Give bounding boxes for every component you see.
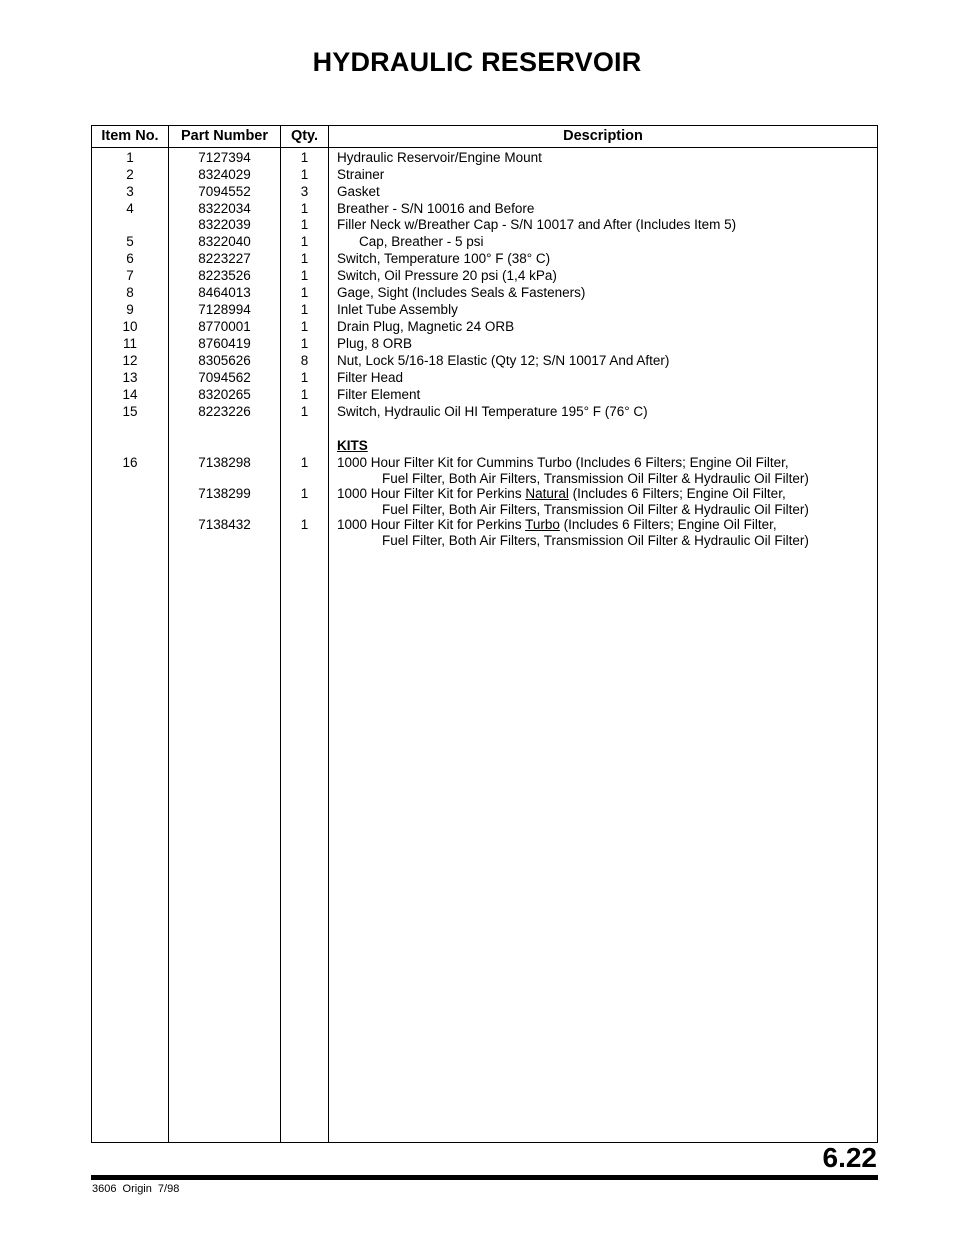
part-number: 8324029 <box>198 167 251 182</box>
item-no: 9 <box>126 302 134 317</box>
quantity: 1 <box>300 486 309 501</box>
header-divider <box>92 147 877 148</box>
table-row <box>92 166 877 183</box>
footer-text: 3606 Origin 7/98 <box>92 1183 180 1195</box>
item-no: 10 <box>122 319 138 334</box>
description: Strainer <box>337 167 385 182</box>
part-number: 7094562 <box>198 370 251 385</box>
description <box>337 485 809 517</box>
description: Gasket <box>337 184 380 199</box>
header-qty: Qty. <box>290 128 319 144</box>
part-number: 7138298 <box>198 455 251 470</box>
item-no: 1 <box>126 150 134 165</box>
quantity: 1 <box>300 285 309 300</box>
part-number: 7128994 <box>198 302 251 317</box>
quantity: 1 <box>300 234 309 249</box>
quantity: 1 <box>300 336 309 351</box>
table-row <box>92 183 877 200</box>
item-no: 16 <box>122 455 138 470</box>
part-number: 7138299 <box>198 486 251 501</box>
description-text: 1000 Hour Filter Kit for Perkins <box>337 486 526 501</box>
table-row <box>92 284 877 301</box>
item-no: 5 <box>126 234 134 249</box>
item-no: 8 <box>126 285 134 300</box>
table-row <box>92 369 877 386</box>
table-row <box>92 318 877 335</box>
description: Gage, Sight (Includes Seals & Fasteners) <box>337 285 586 300</box>
description: Plug, 8 ORB <box>337 336 413 351</box>
item-no: 13 <box>122 370 138 385</box>
description-continuation: Fuel Filter, Both Air Filters, Transmission Oil Filter & Hydraulic Oil Filter) <box>382 533 809 548</box>
quantity: 1 <box>300 455 309 470</box>
table-row <box>92 335 877 352</box>
description: Filler Neck w/Breather Cap - S/N 10017 and After (Includes Item 5) <box>337 217 737 232</box>
description: Drain Plug, Magnetic 24 ORB <box>337 319 515 334</box>
description-text: 1000 Hour Filter Kit for Perkins <box>337 517 526 532</box>
description: Switch, Oil Pressure 20 psi (1,4 kPa) <box>337 268 557 283</box>
quantity: 1 <box>300 319 309 334</box>
page-number: 6.22 <box>822 1142 877 1173</box>
header-part-number: Part Number <box>180 128 269 144</box>
table-row <box>92 403 877 420</box>
quantity: 1 <box>300 302 309 317</box>
quantity: 8 <box>300 353 309 368</box>
description: Cap, Breather - 5 psi <box>359 234 484 249</box>
item-no: 7 <box>126 268 134 283</box>
part-number: 8322040 <box>198 234 251 249</box>
kits-heading: KITS <box>337 438 368 453</box>
quantity: 1 <box>300 201 309 216</box>
part-number: 7094552 <box>198 184 251 199</box>
quantity: 1 <box>300 217 309 232</box>
kits-heading-row <box>92 437 877 454</box>
table-row <box>92 386 877 403</box>
part-number: 8770001 <box>198 319 251 334</box>
quantity: 1 <box>300 251 309 266</box>
table-row <box>92 267 877 284</box>
description-underlined: Turbo <box>525 517 560 532</box>
description-continuation: Fuel Filter, Both Air Filters, Transmission Oil Filter & Hydraulic Oil Filter) <box>382 502 809 517</box>
description: Filter Head <box>337 370 404 385</box>
table-row <box>92 301 877 318</box>
description-text-end: (Includes 6 Filters; Engine Oil Filter, <box>559 517 777 532</box>
table-row <box>92 216 877 233</box>
part-number: 8223226 <box>198 404 251 419</box>
part-number: 8760419 <box>198 336 251 351</box>
item-no: 12 <box>122 353 138 368</box>
table-row <box>92 250 877 267</box>
description: Breather - S/N 10016 and Before <box>337 201 535 216</box>
part-number: 8464013 <box>198 285 251 300</box>
table-row <box>92 352 877 369</box>
footer-rule <box>91 1175 878 1180</box>
quantity: 1 <box>300 404 309 419</box>
description: Switch, Hydraulic Oil HI Temperature 195° F (76° C) <box>337 404 648 419</box>
quantity: 1 <box>300 150 309 165</box>
description <box>337 454 809 486</box>
quantity: 1 <box>300 167 309 182</box>
description-text: 1000 Hour Filter Kit for Cummins Turbo (Includes 6 Filters; Engine Oil Filter, <box>337 455 789 470</box>
description: Switch, Temperature 100° F (38° C) <box>337 251 551 266</box>
quantity: 1 <box>300 517 309 532</box>
item-no: 3 <box>126 184 134 199</box>
table-row <box>92 200 877 217</box>
description-text-end: (Includes 6 Filters; Engine Oil Filter, <box>568 486 786 501</box>
quantity: 3 <box>300 184 309 199</box>
item-no: 15 <box>122 404 138 419</box>
item-no: 4 <box>126 201 134 216</box>
item-no: 2 <box>126 167 134 182</box>
description <box>337 516 809 548</box>
kit-row <box>92 485 877 516</box>
part-number: 8322039 <box>198 217 251 232</box>
item-no: 11 <box>122 336 137 351</box>
item-no: 6 <box>126 251 134 266</box>
page-title: HYDRAULIC RESERVOIR <box>312 47 642 77</box>
description-underlined: Natural <box>525 486 569 501</box>
parts-table <box>91 125 878 1143</box>
description: Inlet Tube Assembly <box>337 302 458 317</box>
description: Nut, Lock 5/16-18 Elastic (Qty 12; S/N 10017 And After) <box>337 353 670 368</box>
quantity: 1 <box>300 268 309 283</box>
table-row <box>92 149 877 166</box>
description: Filter Element <box>337 387 421 402</box>
part-number: 8320265 <box>198 387 251 402</box>
part-number: 8223526 <box>198 268 251 283</box>
item-no: 14 <box>122 387 138 402</box>
part-number: 7138432 <box>198 517 251 532</box>
table-row <box>92 233 877 250</box>
header-description: Description <box>563 128 643 144</box>
kit-row <box>92 516 877 547</box>
part-number: 8223227 <box>198 251 251 266</box>
part-number: 8305626 <box>198 353 251 368</box>
quantity: 1 <box>300 370 309 385</box>
header-item-no: Item No. <box>101 128 159 144</box>
part-number: 8322034 <box>198 201 251 216</box>
description: Hydraulic Reservoir/Engine Mount <box>337 150 542 165</box>
kit-row <box>92 454 877 485</box>
description-continuation: Fuel Filter, Both Air Filters, Transmission Oil Filter & Hydraulic Oil Filter) <box>382 471 809 486</box>
quantity: 1 <box>300 387 309 402</box>
part-number: 7127394 <box>198 150 251 165</box>
